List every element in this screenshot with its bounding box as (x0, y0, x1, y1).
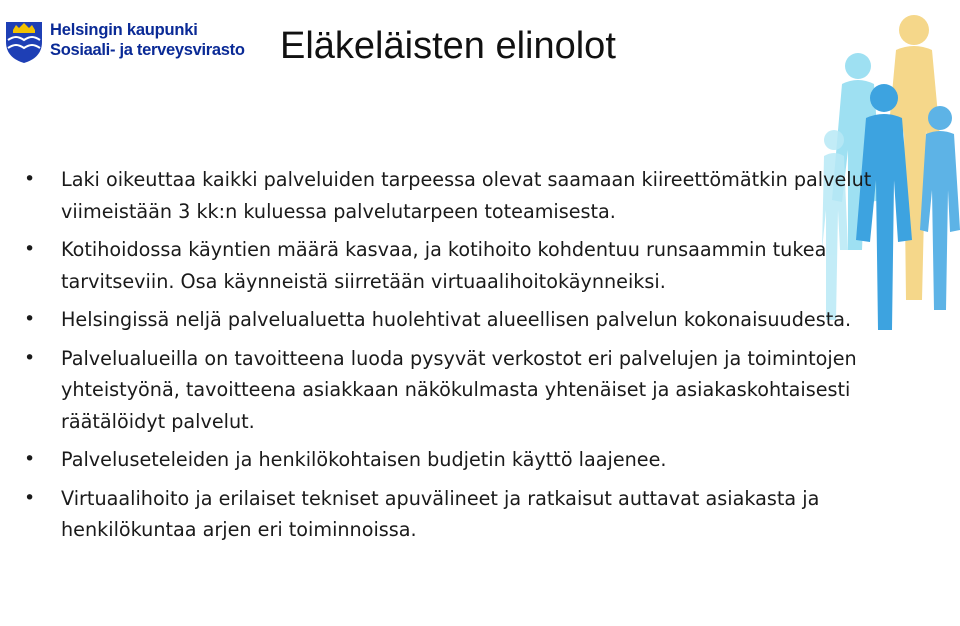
slide-title: Eläkeläisten elinolot (280, 25, 616, 67)
bullet-list (24, 164, 924, 546)
bullet-item (24, 234, 924, 297)
bullet-item (24, 304, 924, 336)
bullet-dot: • (24, 168, 36, 190)
bullet-text: Kotihoidossa käyntien määrä kasvaa, ja kotihoito kohdentuu runsaammin tukea tarvitseviin. Osa käynneistä siirretään virtuaalihoitokäynneiksi. (61, 238, 827, 293)
bullet-item (24, 444, 924, 476)
logo-department-name: Sosiaali- ja terveysvirasto (50, 41, 245, 59)
bullet-text: Palveluseteleiden ja henkilökohtaisen budjetin käyttö laajenee. (61, 448, 667, 471)
bullet-text: Virtuaalihoito ja erilaiset tekniset apuvälineet ja ratkaisut auttavat asiakasta ja henkilökuntaa arjen eri toiminnoissa. (61, 486, 820, 541)
bullet-text: Laki oikeuttaa kaikki palveluiden tarpeessa olevat saamaan kiireettömätkin palvelut viimeistään 3 kk:n kuluessa palvelutarpeen toteamisesta. (61, 168, 872, 223)
bullet-text: Helsingissä neljä palvelualuetta huolehtivat alueellisen palvelun kokonaisuudesta. (61, 308, 852, 331)
helsinki-crest-icon (4, 20, 44, 64)
bullet-dot: • (24, 308, 36, 330)
bullet-dot: • (24, 448, 36, 470)
bullet-dot: • (24, 238, 36, 260)
figure-blue-right (920, 106, 960, 310)
bullet-item (24, 164, 924, 227)
logo-city-name: Helsingin kaupunki (50, 21, 198, 39)
bullet-text: Palvelualueilla on tavoitteena luoda pysyvät verkostot eri palvelujen ja toimintojen yhteistyönä, tavoitteena asiakkaan näkökulmasta yhtenäiset ja asiakaskohtaisesti räätälöidyt palvelut. (61, 346, 857, 433)
bullet-item (24, 483, 924, 546)
bullet-dot: • (24, 486, 36, 509)
bullet-dot: • (24, 346, 36, 369)
bullet-item (24, 343, 924, 438)
city-logo (4, 20, 245, 64)
